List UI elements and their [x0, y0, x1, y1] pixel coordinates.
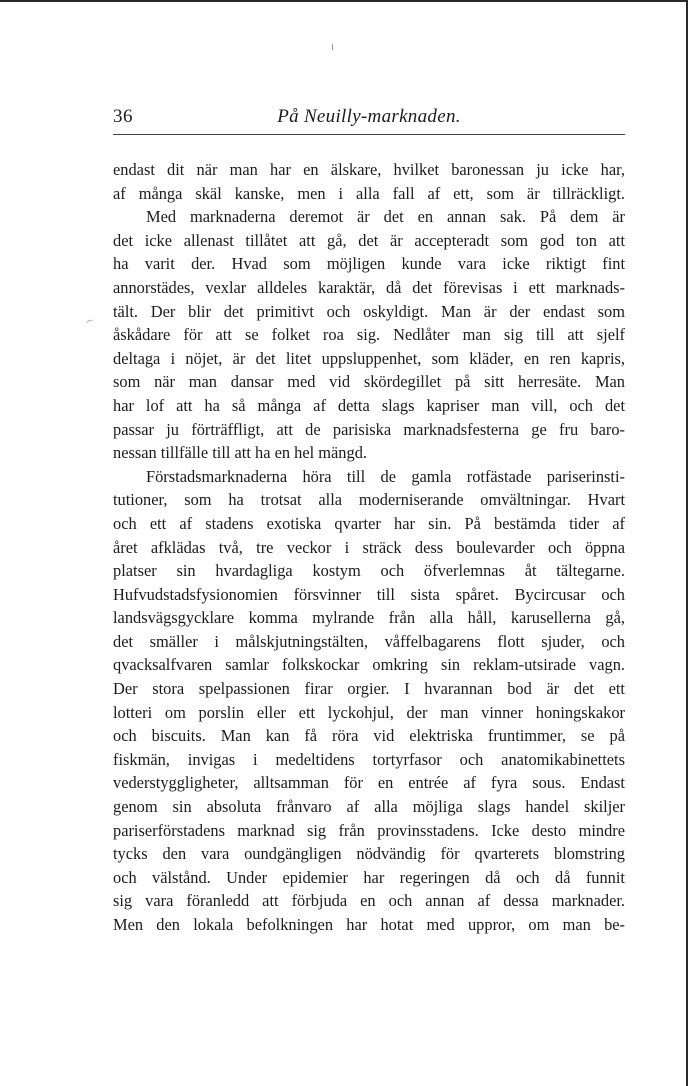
text-line: af många skäl kanske, men i alla fall af ett, som är tillräckligt.	[113, 183, 625, 203]
text-line: vederstyggligheter, alltsamman för en entrée af fyra sous. Endast	[113, 773, 625, 793]
text-line: det icke allenast tillåtet att gå, det är accepteradt som god ton att	[113, 230, 625, 250]
text-line: året afklädas två, tre veckor i sträck dess boulevarder och öppna	[113, 537, 625, 557]
text-line: åskådare för att se folket roa sig. Nedlåter man sig till att sjelf	[113, 325, 625, 345]
text-line: tält. Der blir det primitivt och oskyldigt. Man är der endast som	[113, 301, 625, 321]
text-line: som när man dansar med vid skördegillet på sitt herresäte. Man	[113, 372, 625, 392]
text-line: tutioner, som ha trotsat alla moderniserande omvältningar. Hvart	[113, 490, 625, 510]
margin-mark	[85, 319, 94, 326]
text-line: och biscuits. Man kan få röra vid elektriska fruntimmer, se på	[113, 726, 625, 746]
page-number: 36	[113, 106, 133, 127]
text-line: nessan tillfälle till att ha en hel mängd.	[113, 443, 367, 463]
text-line: passar ju förträffligt, att de parisiska marknadsfesterna ge fru baro-	[113, 419, 625, 439]
running-title: På Neuilly-marknaden.	[277, 106, 461, 127]
text-line: och ett af stadens exotiska qvarter har sin. På bestämda tider af	[113, 513, 625, 533]
text-line: Hufvudstadsfysionomien försvinner till sista spåret. Bycircusar och	[113, 584, 625, 604]
text-line: det smäller i målskjutningstälten, våffelbagarens flott sjuder, och	[113, 631, 625, 651]
text-line: annorstädes, vexlar alldeles karaktär, då det förevisas i ett marknads-	[113, 277, 625, 297]
text-line: ha varit der. Hvad som möjligen kunde vara icke riktigt fint	[113, 254, 625, 274]
text-line: sig vara föranledd att förbjuda en och annan af dessa marknader.	[113, 891, 625, 911]
body-text	[113, 158, 625, 937]
page-header	[113, 104, 625, 132]
text-line: qvacksalfvaren samlar folkskockar omkring sin reklam-utsirade vagn.	[113, 655, 625, 675]
text-line: endast dit när man har en älskare, hvilket baronessan ju icke har,	[113, 160, 625, 179]
text-line: landsvägsgycklare komma mylrande från alla håll, karusellerna gå,	[113, 608, 625, 628]
text-line: Förstadsmarknaderna höra till de gamla rotfästade pariserinsti-	[146, 466, 625, 486]
text-line: deltaga i nöjet, är det litet uppsluppenhet, som kläder, en ren kapris,	[113, 348, 625, 368]
header-rule	[113, 134, 625, 135]
text-line: lotteri om porslin eller ett lyckohjul, der man vinner honingskakor	[113, 702, 625, 722]
text-line: genom sin absoluta frånvaro af alla möjliga slags handel skiljer	[113, 797, 625, 817]
text-line: Der stora spelpassionen firar orgier. I hvarannan bod är det ett	[113, 679, 625, 699]
text-line: Med marknaderna deremot är det en annan sak. På dem är	[146, 207, 625, 227]
text-line: fiskmän, invigas i medeltidens tortyrfasor och anatomikabinettets	[113, 749, 625, 769]
text-line: har lof att ha så många af detta slags kapriser man vill, och det	[113, 395, 625, 415]
page-top-border	[0, 0, 688, 2]
text-line: tycks den vara oundgängligen nödvändig för qvarterets blomstring	[113, 844, 625, 864]
text-line: och välstånd. Under epidemier har regeringen då och då funnit	[113, 867, 625, 887]
paper-speck	[332, 44, 333, 50]
text-line: platser sin hvardagliga kostym och öfverlemnas åt tältegarne.	[113, 561, 625, 581]
text-line: pariserförstadens marknad sig från provinsstadens. Icke desto mindre	[113, 820, 625, 840]
text-line: Men den lokala befolkningen har hotat med uppror, om man be-	[113, 915, 625, 934]
